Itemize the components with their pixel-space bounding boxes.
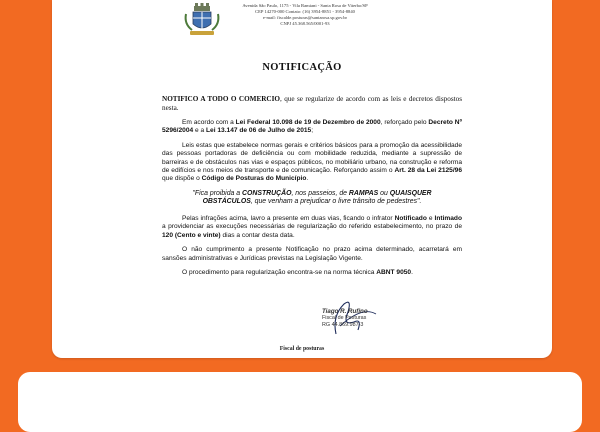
municipal-crest-logo: [182, 2, 222, 38]
regulation-paragraph: O procedimento para regularização encontra-se na norma técnica ABNT 9050.: [182, 269, 413, 277]
notice-paragraph: NOTIFICO A TODO O COMERCIO, que se regularize de acordo com as leis e decretos dispostos nesta.: [162, 95, 462, 112]
signer-name: Tiago R. Rufino: [322, 308, 368, 315]
accessibility-paragraph: Leis estas que estabelece normas gerais e critérios básicos para a promoção da acessibilidade das pessoas portadoras de deficiência ou com mobilidade reduzida, mediante a supressão de barreiras e de obstáculos nas vias e espaços públicos, no mobiliário urbano, na construção e reforma de edifícios e nos meios de transporte e de comunicação. Reforçando assim o Art. 28 da Lei 2125/96 que dispõe o Código de Posturas do Município.: [162, 141, 462, 183]
document-page: [52, 0, 552, 358]
signer-role: Fiscal de Posturas: [322, 315, 367, 322]
signature-caption: Fiscal de posturas: [279, 346, 325, 352]
letterhead-line: CEP 14270-000 Contato: (16) 3954-8851 - 3954-8840: [255, 9, 355, 14]
document-title: NOTIFICAÇÃO: [262, 62, 342, 73]
noncompliance-paragraph: O não cumprimento a presente Notificação no prazo acima determinado, acarretará em sansões administrativas e Jurídicas previstas na Legislação Vigente.: [162, 246, 462, 262]
signer-registration: RG 44.869.987-3: [322, 321, 364, 328]
bottom-card: [18, 372, 582, 432]
letterhead-line: e-mail: fiscalde.posturas@santarosa.sp.gov.br: [262, 15, 348, 20]
legal-basis-paragraph: Em acordo com a Lei Federal 10.098 de 19 de Dezembro de 2000, reforçado pelo Decreto Nº 5296/2004 e a Lei 13.147 de 06 de Julho de 2015;: [162, 119, 462, 135]
signature-stamp: [322, 309, 368, 328]
penalty-paragraph: Pelas infrações acima, lavro a presente em duas vias, ficando o infrator Notificado e Intimado a providenciar as execuções necessárias de regularização do referido estabelecimento, no prazo de 120 (Cento e vinte) dias a contar desta data.: [162, 215, 462, 239]
letterhead-line: CNPJ 45.368.565/0001-93: [280, 21, 330, 26]
quoted-article: "Fica proibida a CONSTRUÇÃO, nos passeios, de RAMPAS ou QUAISQUER OBSTÁCULOS, que venham a prejudicar o livre trânsito de pedestres".: [192, 189, 432, 206]
document-body: [162, 95, 462, 283]
letterhead-line: Avenida São Paulo, 1175 - Vila Ramiani - Santa Rosa de Viterbo/SP: [242, 3, 368, 8]
letterhead-address: [230, 3, 380, 27]
